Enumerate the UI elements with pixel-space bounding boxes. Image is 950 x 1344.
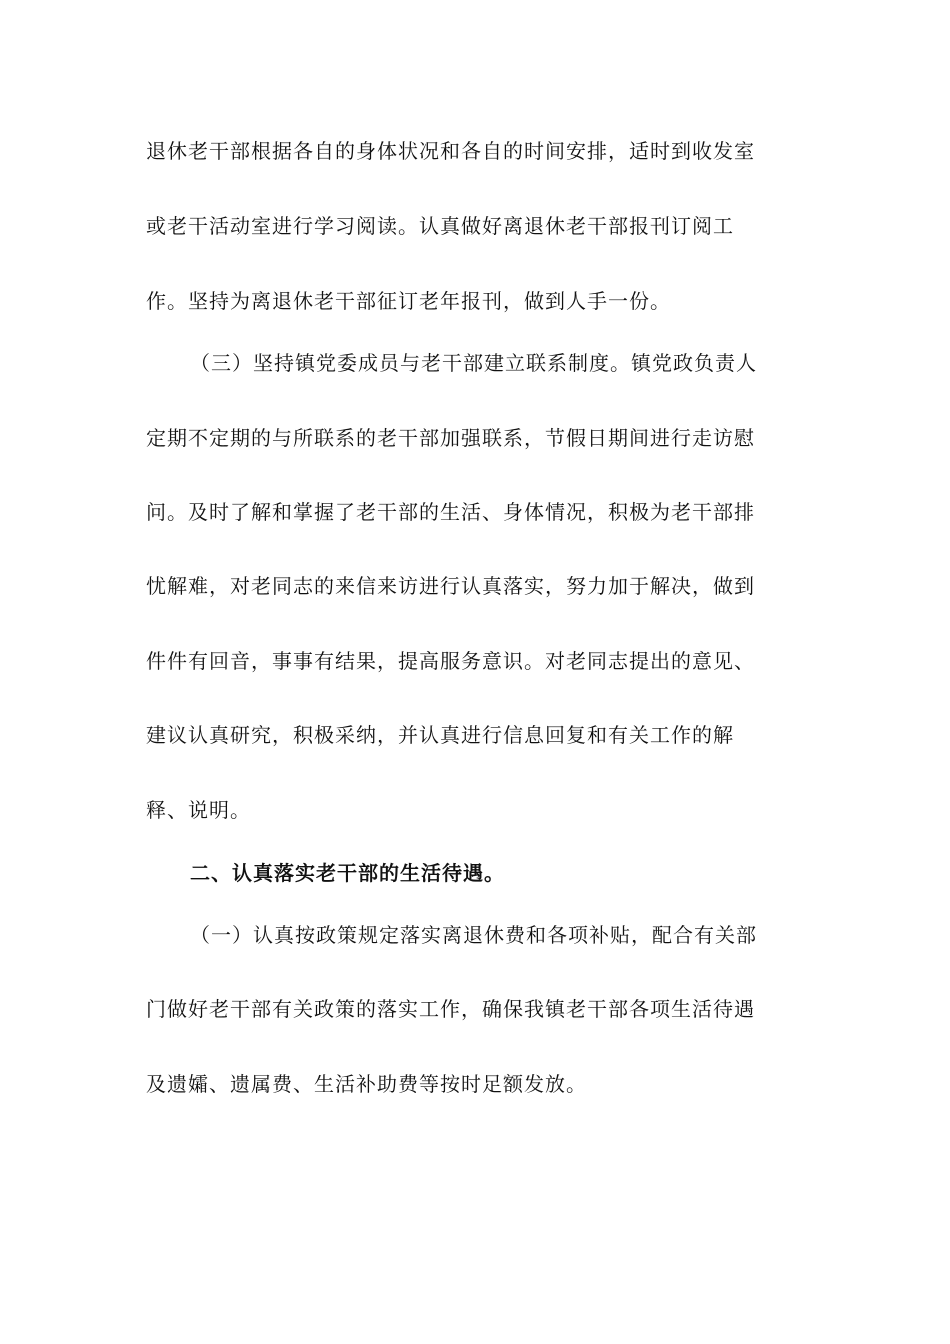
body-text-line: 退休老干部根据各自的身体状况和各自的时间安排，适时到收发室 [146,139,755,163]
body-text-line: 或老干活动室进行学习阅读。认真做好离退休老干部报刊订阅工 [146,214,734,238]
body-text-line: 定期不定期的与所联系的老干部加强联系，节假日期间进行走访慰 [146,426,755,450]
body-text-line: 及遗孀、遗属费、生活补助费等按时足额发放。 [146,1072,587,1096]
body-text-line: 建议认真研究，积极采纳，并认真进行信息回复和有关工作的解 [146,723,734,747]
body-text-line: 忧解难，对老同志的来信来访进行认真落实，努力加于解决，做到 [146,574,755,598]
body-text-line: 释、说明。 [146,798,251,822]
body-text-line: 作。坚持为离退休老干部征订老年报刊，做到人手一份。 [146,289,671,313]
body-text-line: （三）坚持镇党委成员与老干部建立联系制度。镇党政负责人 [190,351,757,375]
section-heading: 二、认真落实老干部的生活待遇。 [190,861,505,885]
body-text-line: 件件有回音，事事有结果，提高服务意识。对老同志提出的意见、 [146,649,755,673]
body-text-line: （一）认真按政策规定落实离退休费和各项补贴，配合有关部 [190,923,757,947]
body-text-line: 问。及时了解和掌握了老干部的生活、身体情况，积极为老干部排 [146,500,755,524]
body-text-line: 门做好老干部有关政策的落实工作，确保我镇老干部各项生活待遇 [146,997,755,1021]
